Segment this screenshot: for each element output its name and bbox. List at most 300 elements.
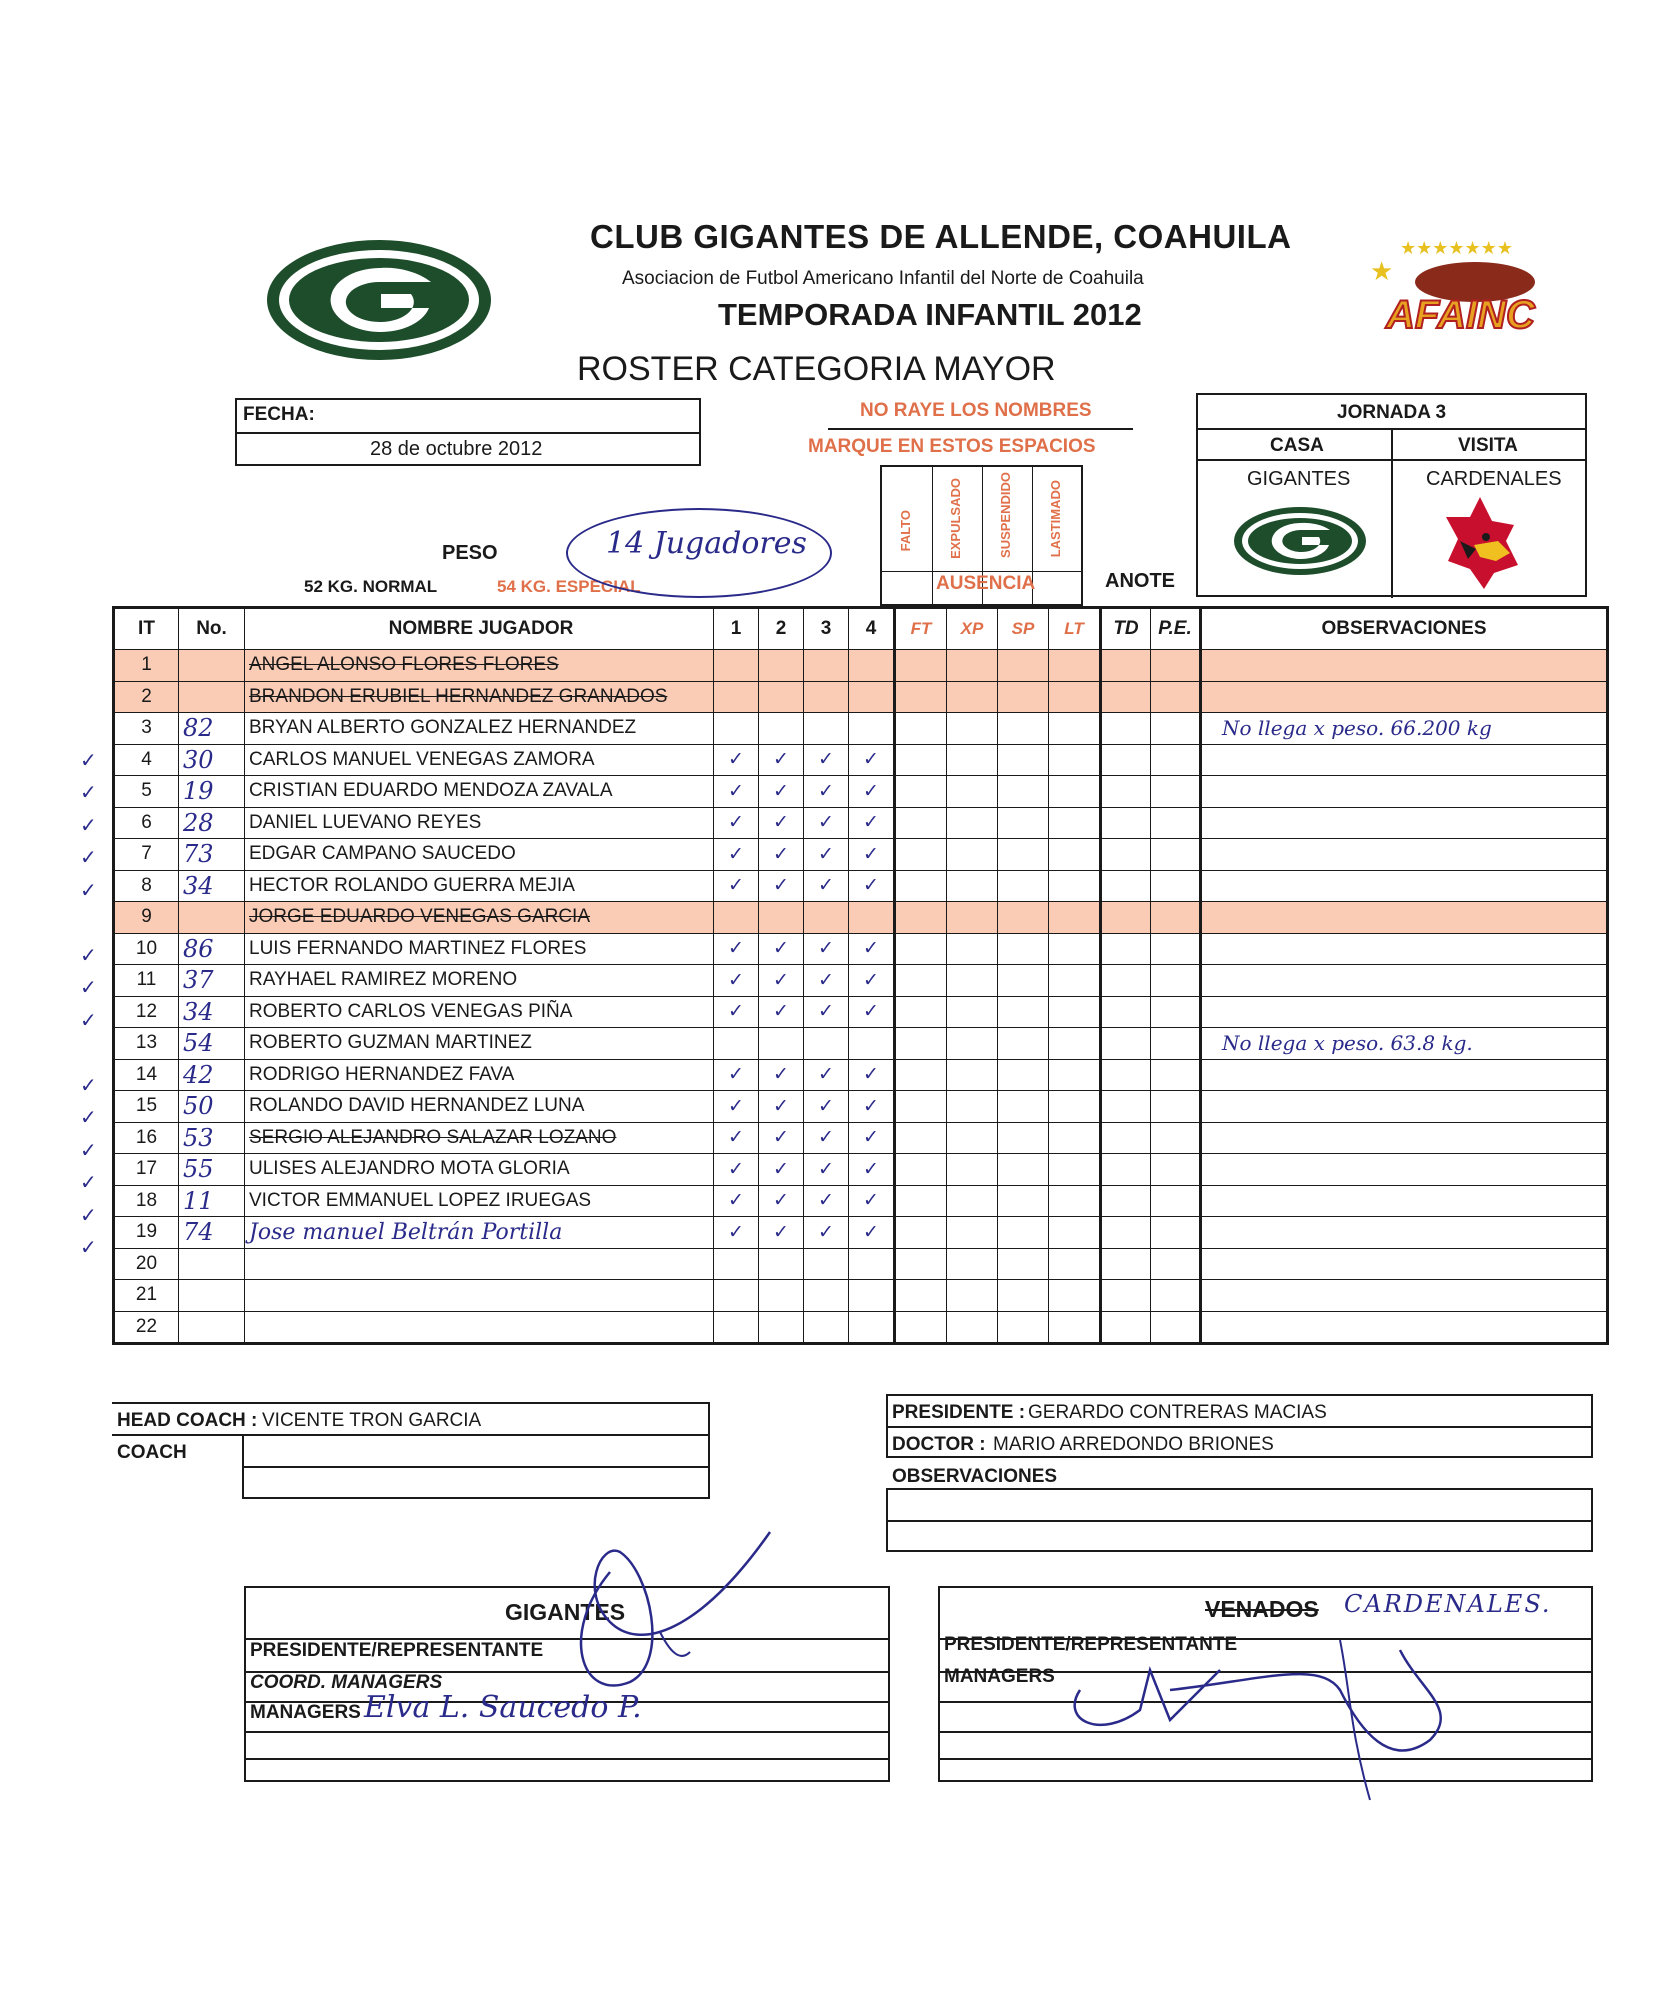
row-check-q3[interactable]: ✓ — [804, 1185, 849, 1217]
row-td[interactable] — [1101, 713, 1151, 745]
row-sp[interactable] — [998, 744, 1049, 776]
row-pe[interactable] — [1151, 1154, 1201, 1186]
row-check-q2[interactable]: ✓ — [759, 807, 804, 839]
row-check-q1[interactable] — [714, 650, 759, 682]
row-td[interactable] — [1101, 1248, 1151, 1280]
row-pe[interactable] — [1151, 965, 1201, 997]
row-player-name: EDGAR CAMPANO SAUCEDO — [245, 839, 714, 871]
row-check-q3[interactable] — [804, 1248, 849, 1280]
row-td[interactable] — [1101, 1122, 1151, 1154]
row-pe[interactable] — [1151, 1280, 1201, 1312]
row-check-q1[interactable]: ✓ — [714, 870, 759, 902]
row-lt[interactable] — [1049, 1248, 1101, 1280]
row-xp[interactable] — [947, 902, 998, 934]
row-it: 14 — [114, 1059, 179, 1091]
row-ft[interactable] — [895, 807, 947, 839]
head-coach-name: VICENTE TRON GARCIA — [262, 1410, 482, 1431]
row-number: 34 — [179, 996, 245, 1028]
row-check-q1[interactable] — [714, 902, 759, 934]
row-xp[interactable] — [947, 870, 998, 902]
row-check-q3[interactable] — [804, 650, 849, 682]
row-xp[interactable] — [947, 1122, 998, 1154]
row-sp[interactable] — [998, 1059, 1049, 1091]
row-check-q2[interactable]: ✓ — [759, 1154, 804, 1186]
row-check-q2[interactable]: ✓ — [759, 870, 804, 902]
row-player-name: JORGE EDUARDO VENEGAS GARCIA — [245, 902, 714, 934]
peso-normal: 52 KG. NORMAL — [304, 577, 438, 596]
gigantes-sign-team: GIGANTES — [505, 1599, 626, 1625]
row-xp[interactable] — [947, 1248, 998, 1280]
row-check-q3[interactable] — [804, 1280, 849, 1312]
table-row — [114, 1217, 1608, 1249]
row-sp[interactable] — [998, 1185, 1049, 1217]
row-check-q4[interactable]: ✓ — [849, 807, 895, 839]
jugadores-note: 14 Jugadores — [606, 526, 807, 561]
row-it: 12 — [114, 996, 179, 1028]
row-check-q4[interactable] — [849, 681, 895, 713]
row-lt[interactable] — [1049, 1059, 1101, 1091]
row-lt[interactable] — [1049, 1028, 1101, 1060]
row-sp[interactable] — [998, 681, 1049, 713]
row-check-q1[interactable]: ✓ — [714, 744, 759, 776]
visita-team-logo — [1440, 495, 1522, 591]
row-observaciones[interactable] — [1201, 839, 1608, 871]
row-ft[interactable] — [895, 1280, 947, 1312]
row-pe[interactable] — [1151, 776, 1201, 808]
row-observaciones[interactable] — [1201, 807, 1608, 839]
row-check-q4[interactable]: ✓ — [849, 1122, 895, 1154]
row-check-q3[interactable] — [804, 713, 849, 745]
casa-label: CASA — [1270, 435, 1324, 456]
row-ft[interactable] — [895, 996, 947, 1028]
row-td[interactable] — [1101, 807, 1151, 839]
row-ft[interactable] — [895, 1122, 947, 1154]
row-check-q1[interactable]: ✓ — [714, 1217, 759, 1249]
row-check-q2[interactable] — [759, 1248, 804, 1280]
gigantes-manager-signature: Elva L. Saucedo P. — [364, 1690, 642, 1725]
row-player-name: SERGIO ALEJANDRO SALAZAR LOZANO — [245, 1122, 714, 1154]
table-row — [114, 776, 1608, 808]
row-check-q4[interactable]: ✓ — [849, 776, 895, 808]
row-sp[interactable] — [998, 965, 1049, 997]
row-td[interactable] — [1101, 1185, 1151, 1217]
row-check-q1[interactable]: ✓ — [714, 839, 759, 871]
row-lt[interactable] — [1049, 1154, 1101, 1186]
row-xp[interactable] — [947, 807, 998, 839]
row-it: 20 — [114, 1248, 179, 1280]
row-observaciones[interactable] — [1201, 1217, 1608, 1249]
row-player-name: DANIEL LUEVANO REYES — [245, 807, 714, 839]
col-ft: FT — [895, 608, 947, 650]
row-check-q1[interactable]: ✓ — [714, 1091, 759, 1123]
row-lt[interactable] — [1049, 650, 1101, 682]
row-pe[interactable] — [1151, 933, 1201, 965]
row-pe[interactable] — [1151, 1028, 1201, 1060]
anote-label: ANOTE — [1105, 570, 1175, 592]
row-check-q2[interactable]: ✓ — [759, 1185, 804, 1217]
row-td[interactable] — [1101, 1217, 1151, 1249]
row-check-q4[interactable] — [849, 713, 895, 745]
row-observaciones[interactable] — [1201, 650, 1608, 682]
row-ft[interactable] — [895, 1185, 947, 1217]
row-it: 13 — [114, 1028, 179, 1060]
row-xp[interactable] — [947, 744, 998, 776]
row-check-q1[interactable]: ✓ — [714, 807, 759, 839]
row-check-q3[interactable]: ✓ — [804, 1122, 849, 1154]
row-check-q4[interactable] — [849, 1311, 895, 1344]
row-td[interactable] — [1101, 1280, 1151, 1312]
row-td[interactable] — [1101, 650, 1151, 682]
row-check-q4[interactable]: ✓ — [849, 1154, 895, 1186]
row-sp[interactable] — [998, 996, 1049, 1028]
gigantes-president-signature — [540, 1512, 780, 1712]
row-pe[interactable] — [1151, 839, 1201, 871]
row-sp[interactable] — [998, 933, 1049, 965]
gigantes-presidente-label: PRESIDENTE/REPRESENTANTE — [250, 1640, 544, 1661]
row-sp[interactable] — [998, 902, 1049, 934]
row-pe[interactable] — [1151, 902, 1201, 934]
row-check-q1[interactable] — [714, 713, 759, 745]
row-check-q3[interactable]: ✓ — [804, 1091, 849, 1123]
visita-team: CARDENALES — [1426, 468, 1562, 490]
row-number — [179, 681, 245, 713]
row-lt[interactable] — [1049, 776, 1101, 808]
head-coach-label: HEAD COACH : — [117, 1410, 258, 1431]
row-ft[interactable] — [895, 1059, 947, 1091]
row-number: 82 — [179, 713, 245, 745]
row-xp[interactable] — [947, 1217, 998, 1249]
row-observaciones[interactable] — [1201, 1280, 1608, 1312]
row-check-q3[interactable] — [804, 902, 849, 934]
row-td[interactable] — [1101, 1091, 1151, 1123]
row-check-q3[interactable]: ✓ — [804, 933, 849, 965]
row-pe[interactable] — [1151, 650, 1201, 682]
row-td[interactable] — [1101, 744, 1151, 776]
row-check-q2[interactable] — [759, 650, 804, 682]
row-observaciones[interactable] — [1201, 1185, 1608, 1217]
row-observaciones[interactable] — [1201, 1311, 1608, 1344]
col-observaciones: OBSERVACIONES — [1201, 608, 1608, 650]
row-it: 5 — [114, 776, 179, 808]
row-check-q2[interactable]: ✓ — [759, 1059, 804, 1091]
row-sp[interactable] — [998, 1028, 1049, 1060]
row-lt[interactable] — [1049, 807, 1101, 839]
row-check-q4[interactable]: ✓ — [849, 1091, 895, 1123]
table-row — [114, 870, 1608, 902]
row-number: 30 — [179, 744, 245, 776]
row-pe[interactable] — [1151, 1059, 1201, 1091]
row-td[interactable] — [1101, 965, 1151, 997]
row-ft[interactable] — [895, 744, 947, 776]
row-sp[interactable] — [998, 1154, 1049, 1186]
row-check-q4[interactable]: ✓ — [849, 870, 895, 902]
row-lt[interactable] — [1049, 1217, 1101, 1249]
side-check-mark: ✓ — [80, 879, 97, 902]
row-pe[interactable] — [1151, 996, 1201, 1028]
row-xp[interactable] — [947, 776, 998, 808]
row-sp[interactable] — [998, 1091, 1049, 1123]
row-xp[interactable] — [947, 996, 998, 1028]
row-lt[interactable] — [1049, 839, 1101, 871]
row-check-q1[interactable] — [714, 1248, 759, 1280]
row-xp[interactable] — [947, 1154, 998, 1186]
col-q1: 1 — [714, 608, 759, 650]
row-td[interactable] — [1101, 870, 1151, 902]
row-check-q1[interactable] — [714, 1280, 759, 1312]
notice-line2: MARQUE EN ESTOS ESPACIOS — [808, 436, 1096, 457]
row-check-q4[interactable]: ✓ — [849, 1185, 895, 1217]
row-td[interactable] — [1101, 1311, 1151, 1344]
row-pe[interactable] — [1151, 1248, 1201, 1280]
row-sp[interactable] — [998, 839, 1049, 871]
row-ft[interactable] — [895, 965, 947, 997]
row-number: 50 — [179, 1091, 245, 1123]
row-number: 54 — [179, 1028, 245, 1060]
row-ft[interactable] — [895, 1091, 947, 1123]
row-observaciones[interactable] — [1201, 1154, 1608, 1186]
row-ft[interactable] — [895, 650, 947, 682]
row-lt[interactable] — [1049, 965, 1101, 997]
row-check-q2[interactable]: ✓ — [759, 1122, 804, 1154]
row-observaciones[interactable] — [1201, 1122, 1608, 1154]
row-pe[interactable] — [1151, 1091, 1201, 1123]
row-check-q1[interactable]: ✓ — [714, 933, 759, 965]
casa-team: GIGANTES — [1247, 468, 1351, 490]
row-xp[interactable] — [947, 965, 998, 997]
row-it: 10 — [114, 933, 179, 965]
row-check-q2[interactable]: ✓ — [759, 1091, 804, 1123]
row-xp[interactable] — [947, 650, 998, 682]
row-check-q3[interactable]: ✓ — [804, 839, 849, 871]
cardenales-sign-team-struck: VENADOS — [1205, 1596, 1319, 1622]
row-xp[interactable] — [947, 681, 998, 713]
row-observaciones[interactable] — [1201, 744, 1608, 776]
row-check-q3[interactable]: ✓ — [804, 965, 849, 997]
row-td[interactable] — [1101, 681, 1151, 713]
row-check-q4[interactable]: ✓ — [849, 996, 895, 1028]
ausencia-label: AUSENCIA — [936, 573, 1036, 594]
row-check-q2[interactable]: ✓ — [759, 839, 804, 871]
row-ft[interactable] — [895, 713, 947, 745]
row-check-q2[interactable] — [759, 713, 804, 745]
row-lt[interactable] — [1049, 1091, 1101, 1123]
row-sp[interactable] — [998, 1122, 1049, 1154]
row-td[interactable] — [1101, 839, 1151, 871]
row-check-q4[interactable] — [849, 1028, 895, 1060]
row-player-name — [245, 1280, 714, 1312]
row-check-q2[interactable] — [759, 902, 804, 934]
row-ft[interactable] — [895, 839, 947, 871]
table-header-row — [114, 608, 1608, 650]
row-observaciones[interactable] — [1201, 776, 1608, 808]
row-player-name: CRISTIAN EDUARDO MENDOZA ZAVALA — [245, 776, 714, 808]
row-ft[interactable] — [895, 776, 947, 808]
row-check-q4[interactable] — [849, 1248, 895, 1280]
row-ft[interactable] — [895, 681, 947, 713]
row-pe[interactable] — [1151, 1217, 1201, 1249]
row-observaciones[interactable] — [1201, 1248, 1608, 1280]
side-check-mark: ✓ — [80, 847, 97, 869]
row-it: 16 — [114, 1122, 179, 1154]
row-check-q3[interactable] — [804, 1311, 849, 1344]
row-check-q2[interactable]: ✓ — [759, 996, 804, 1028]
row-check-q4[interactable]: ✓ — [849, 1059, 895, 1091]
row-xp[interactable] — [947, 1185, 998, 1217]
row-check-q2[interactable]: ✓ — [759, 744, 804, 776]
row-sp[interactable] — [998, 650, 1049, 682]
row-observaciones[interactable] — [1201, 996, 1608, 1028]
row-ft[interactable] — [895, 1154, 947, 1186]
row-lt[interactable] — [1049, 933, 1101, 965]
row-lt[interactable] — [1049, 902, 1101, 934]
row-ft[interactable] — [895, 933, 947, 965]
row-check-q3[interactable]: ✓ — [804, 807, 849, 839]
row-check-q3[interactable]: ✓ — [804, 870, 849, 902]
row-xp[interactable] — [947, 1028, 998, 1060]
row-sp[interactable] — [998, 776, 1049, 808]
row-check-q3[interactable] — [804, 1028, 849, 1060]
row-check-q1[interactable]: ✓ — [714, 965, 759, 997]
row-sp[interactable] — [998, 713, 1049, 745]
row-xp[interactable] — [947, 1280, 998, 1312]
row-check-q2[interactable] — [759, 1311, 804, 1344]
row-xp[interactable] — [947, 839, 998, 871]
row-check-q4[interactable] — [849, 902, 895, 934]
row-lt[interactable] — [1049, 681, 1101, 713]
col-name: NOMBRE JUGADOR — [245, 608, 714, 650]
row-check-q3[interactable]: ✓ — [804, 744, 849, 776]
row-observaciones[interactable] — [1201, 902, 1608, 934]
row-xp[interactable] — [947, 1311, 998, 1344]
row-sp[interactable] — [998, 870, 1049, 902]
side-check-mark: ✓ — [80, 749, 97, 772]
row-ft[interactable] — [895, 1028, 947, 1060]
row-lt[interactable] — [1049, 744, 1101, 776]
col-lt: LT — [1049, 608, 1101, 650]
row-td[interactable] — [1101, 933, 1151, 965]
row-check-q3[interactable]: ✓ — [804, 1059, 849, 1091]
row-check-q2[interactable] — [759, 1028, 804, 1060]
row-check-q3[interactable]: ✓ — [804, 776, 849, 808]
row-lt[interactable] — [1049, 1122, 1101, 1154]
visita-label: VISITA — [1458, 435, 1518, 456]
row-xp[interactable] — [947, 713, 998, 745]
row-check-q4[interactable]: ✓ — [849, 839, 895, 871]
row-lt[interactable] — [1049, 1280, 1101, 1312]
row-pe[interactable] — [1151, 807, 1201, 839]
row-check-q1[interactable]: ✓ — [714, 1059, 759, 1091]
row-pe[interactable] — [1151, 870, 1201, 902]
row-check-q2[interactable] — [759, 681, 804, 713]
row-check-q1[interactable] — [714, 1311, 759, 1344]
row-check-q4[interactable]: ✓ — [849, 744, 895, 776]
row-td[interactable] — [1101, 1059, 1151, 1091]
row-observaciones[interactable]: No llega x peso. 66.200 kg — [1201, 713, 1608, 745]
row-observaciones[interactable] — [1201, 1059, 1608, 1091]
row-observaciones[interactable] — [1201, 681, 1608, 713]
row-check-q3[interactable]: ✓ — [804, 996, 849, 1028]
row-ft[interactable] — [895, 870, 947, 902]
row-xp[interactable] — [947, 933, 998, 965]
row-number — [179, 650, 245, 682]
row-check-q3[interactable]: ✓ — [804, 1217, 849, 1249]
row-check-q1[interactable] — [714, 681, 759, 713]
row-ft[interactable] — [895, 1217, 947, 1249]
row-xp[interactable] — [947, 1059, 998, 1091]
row-ft[interactable] — [895, 902, 947, 934]
row-td[interactable] — [1101, 1028, 1151, 1060]
row-observaciones[interactable] — [1201, 1091, 1608, 1123]
row-player-name: ROLANDO DAVID HERNANDEZ LUNA — [245, 1091, 714, 1123]
row-sp[interactable] — [998, 1217, 1049, 1249]
row-pe[interactable] — [1151, 1185, 1201, 1217]
table-row — [114, 1154, 1608, 1186]
row-check-q4[interactable]: ✓ — [849, 965, 895, 997]
row-sp[interactable] — [998, 1248, 1049, 1280]
row-lt[interactable] — [1049, 1311, 1101, 1344]
presidente-label: PRESIDENTE : — [892, 1402, 1026, 1423]
row-check-q2[interactable]: ✓ — [759, 1217, 804, 1249]
row-sp[interactable] — [998, 1280, 1049, 1312]
row-pe[interactable] — [1151, 1311, 1201, 1344]
row-check-q2[interactable]: ✓ — [759, 965, 804, 997]
table-row — [114, 1185, 1608, 1217]
row-check-q4[interactable] — [849, 650, 895, 682]
row-check-q4[interactable] — [849, 1280, 895, 1312]
row-check-q3[interactable]: ✓ — [804, 1154, 849, 1186]
row-check-q4[interactable]: ✓ — [849, 1217, 895, 1249]
row-check-q1[interactable]: ✓ — [714, 1122, 759, 1154]
row-check-q2[interactable]: ✓ — [759, 933, 804, 965]
row-ft[interactable] — [895, 1248, 947, 1280]
row-check-q1[interactable] — [714, 1028, 759, 1060]
row-it: 4 — [114, 744, 179, 776]
row-pe[interactable] — [1151, 713, 1201, 745]
row-lt[interactable] — [1049, 713, 1101, 745]
row-pe[interactable] — [1151, 681, 1201, 713]
row-td[interactable] — [1101, 902, 1151, 934]
row-ft[interactable] — [895, 1311, 947, 1344]
row-sp[interactable] — [998, 807, 1049, 839]
row-observaciones[interactable] — [1201, 965, 1608, 997]
row-lt[interactable] — [1049, 870, 1101, 902]
row-check-q3[interactable] — [804, 681, 849, 713]
row-lt[interactable] — [1049, 1185, 1101, 1217]
row-sp[interactable] — [998, 1311, 1049, 1344]
row-observaciones[interactable]: No llega x peso. 63.8 kg. — [1201, 1028, 1608, 1060]
row-observaciones[interactable] — [1201, 870, 1608, 902]
row-it: 2 — [114, 681, 179, 713]
row-lt[interactable] — [1049, 996, 1101, 1028]
row-check-q1[interactable]: ✓ — [714, 776, 759, 808]
row-check-q2[interactable]: ✓ — [759, 776, 804, 808]
row-pe[interactable] — [1151, 1122, 1201, 1154]
row-check-q4[interactable]: ✓ — [849, 933, 895, 965]
row-check-q1[interactable]: ✓ — [714, 996, 759, 1028]
row-observaciones[interactable] — [1201, 933, 1608, 965]
row-check-q1[interactable]: ✓ — [714, 1154, 759, 1186]
table-row — [114, 1091, 1608, 1123]
row-td[interactable] — [1101, 776, 1151, 808]
row-td[interactable] — [1101, 996, 1151, 1028]
jornada-title: JORNADA 3 — [1337, 402, 1447, 423]
row-xp[interactable] — [947, 1091, 998, 1123]
row-pe[interactable] — [1151, 744, 1201, 776]
side-check-mark: ✓ — [80, 977, 97, 999]
row-check-q2[interactable] — [759, 1280, 804, 1312]
row-check-q1[interactable]: ✓ — [714, 1185, 759, 1217]
row-td[interactable] — [1101, 1154, 1151, 1186]
